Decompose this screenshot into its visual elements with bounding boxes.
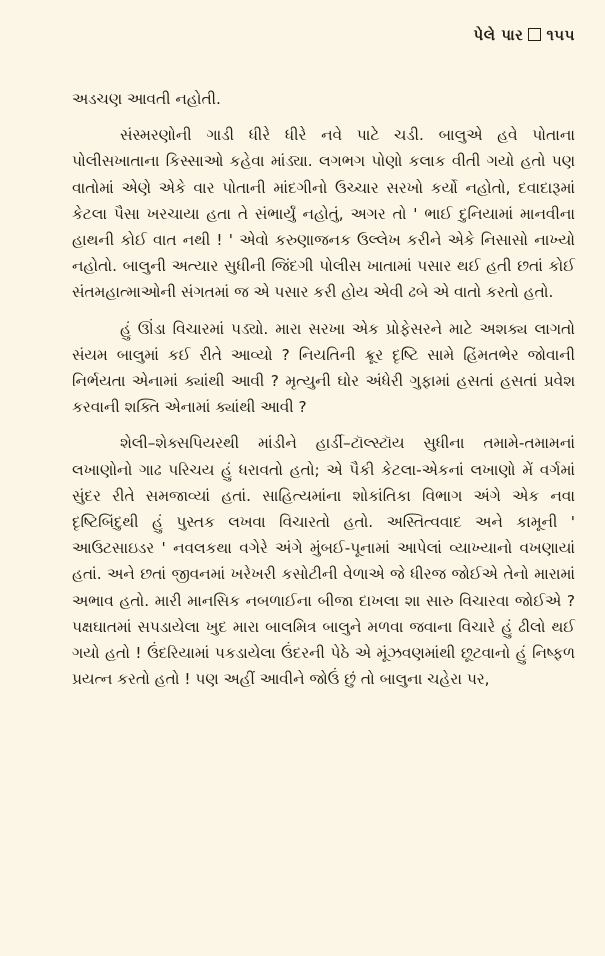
header-separator-box-icon bbox=[528, 28, 541, 41]
page-number: ૧૫૫ bbox=[546, 26, 575, 44]
body-text bbox=[72, 86, 575, 692]
paragraph: હું ઊંડા વિચારમાં પડ્યો. મારા સરખા એક પ્રોફેસરને માટે અશક્ય લાગતો સંયમ બાલુમાં કઈ રીતે આવ્યો ? નિયતિની ક્રૂર દૃષ્ટિ સામે હિંમતભેર જોવાની નિર્ભયતા એનામાં ક્યાંથી આવી ? મૃત્યુની ઘોર અંધેરી ગુફામાં હસતાં હસતાં પ્રવેશ કરવાની શક્તિ એનામાં ક્યાંથી આવી ? bbox=[72, 319, 575, 417]
running-header bbox=[72, 22, 575, 48]
paragraph: સંસ્મરણોની ગાડી ધીરે ધીરે નવે પાટે ચડી. બાલુએ હવે પોતાના પોલીસખાતાના કિસ્સાઓ કહેવા માંડ્યા. લગભગ પોણો કલાક વીતી ગયો હતો પણ વાતોમાં એણે એકે વાર પોતાની માંદગીનો ઉચ્ચાર સરખો કર્યો નહોતો, દવાદારૂમાં કેટલા પૈસા ખરચાયા હતા તે સંભાર્યું નહોતું, અગર તો ' ભાઈ દુનિયામાં માનવીના હાથની કોઈ વાત નથી ! ' એવો કરુણાજનક ઉલ્લેખ કરીને એકે નિસાસો નાખ્યો નહોતો. બાલુની અત્યાર સુધીની જિંદગી પોલીસ ખાતામાં પસાર થઈ હતી છતાં કોઈ સંતમહાત્માઓની સંગતમાં જ એ પસાર કરી હોય એવી ઢબે એ વાતો કરતો હતો. bbox=[72, 126, 575, 302]
header-title: પેલે પાર bbox=[473, 26, 524, 44]
paragraph-continuation: અડચણ આવતી નહોતી. bbox=[72, 90, 221, 108]
paragraph: શેલી–શેક્સપિયરથી માંડીને હાર્ડી–ટૉલ્સ્ટૉય સુધીના તમામે-તમામનાં લખાણોનો ગાઢ પરિચય હું ધરાવતો હતો; એ પૈકી કેટલા-એકનાં લખાણો મેં વર્ગમાં સુંદર રીતે સમજાવ્યાં હતાં. સાહિત્યમાંના શોકાંતિકા વિભાગ અંગે એક નવા દૃષ્ટિબિંદુથી હું પુસ્તક લખવા વિચારતો હતો. અસ્તિત્વવાદ અને કામૂની ' આઉટસાઇડર ' નવલકથા વગેરે અંગે મુંબઈ-પૂનામાં આપેલાં વ્યાખ્યાનો વખણાયાં હતાં. અને છતાં જીવનમાં ખરેખરી કસોટીની વેળાએ જે ધીરજ જોઈએ તેનો મારામાં અભાવ હતો. મારી માનસિક નબળાઈના બીજા દાખલા શા સારુ વિચારવા જોઈએ ? પક્ષઘાતમાં સપડાયેલા ખુદ મારા બાલમિત્ર બાલુને મળવા જવાના વિચારે હું ઢીલો થઈ ગયો હતો ! ઉંદરિયામાં પકડાયેલા ઉંદરની પેઠે એ મૂંઝવણમાંથી છૂટવાનો હું નિષ્ફળ પ્રયત્ન કરતો હતો ! પણ અહીં આવીને જોઉં છું તો બાલુના ચહેરા પર, bbox=[72, 434, 575, 689]
